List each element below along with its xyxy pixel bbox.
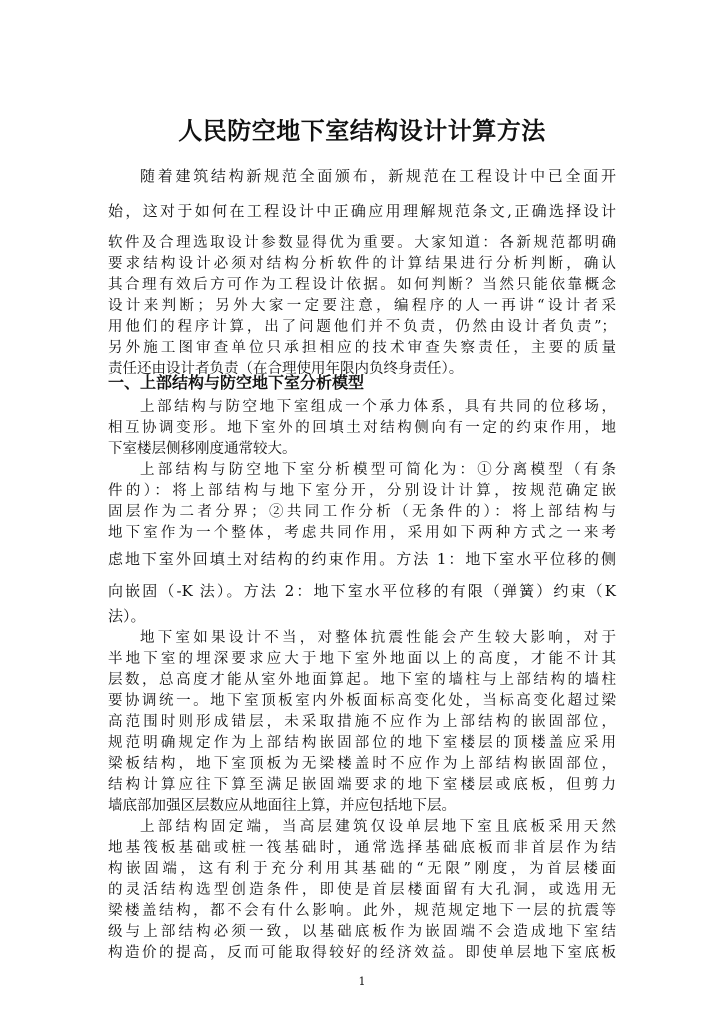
- paragraph-line: 上部结构与防空地下室分析模型可简化为：①分离模型（有条: [140, 462, 616, 478]
- paragraph-line: 下室楼层侧移刚度通常较大。: [108, 441, 297, 457]
- paragraph-line: 梁楼盖结构，都不会有什么影响。此外，规范规定地下一层的抗震等: [108, 903, 616, 919]
- paragraph-line: 上部结构固定端，当高层建筑仅设单层地下室且底板采用天然: [140, 819, 616, 835]
- paragraph-line: 始，这对于如何在工程设计中正确应用理解规范条文,正确选择设计: [108, 202, 616, 220]
- paragraph-line: 半地下室的埋深要求应大于地下室外地面以上的高度，才能不计其: [108, 651, 616, 667]
- paragraph-line: 相互协调变形。地下室外的回填土对结构侧向有一定的约束作用，地: [108, 420, 616, 436]
- paragraph-line: 层数，总高度才能从室外地面算起。地下室的墙柱与上部结构的墙柱: [108, 672, 616, 688]
- paragraph-line: 用他们的程序计算，出了问题他们并不负责，仍然由设计者负责”；: [108, 319, 616, 335]
- paragraph-line: 虑地下室外回填土对结构的约束作用。方法 1：地下室水平位移的侧: [108, 550, 616, 568]
- paragraph-line: 件的）：将上部结构与地下室分开，分别设计计算，按规范确定嵌: [108, 483, 616, 499]
- paragraph-line: 固层作为二者分界；②共同工作分析（无条件的）：将上部结构与: [108, 504, 616, 520]
- paragraph-line: 要协调统一。地下室顶板室内外板面标高变化处，当标高变化超过梁: [108, 693, 616, 709]
- page-number: 1: [358, 975, 366, 988]
- paragraph-line: 软件及合理选取设计参数显得优为重要。大家知道：各新规范都明确: [108, 235, 616, 251]
- paragraph-line: 高范围时则形成错层，未采取措施不应作为上部结构的嵌固部位，: [108, 714, 616, 730]
- paragraph-line: 结构计算应往下算至满足嵌固端要求的地下室楼层或底板，但剪力: [108, 777, 616, 793]
- paragraph-line: 梁板结构，地下室顶板为无梁楼盖时不应作为上部结构嵌固部位，: [108, 756, 616, 772]
- paragraph-line: 墙底部加强区层数应从地面往上算，并应包括地下层。: [108, 798, 456, 814]
- document-title: 人民防空地下室结构设计计算方法: [178, 117, 546, 145]
- paragraph-line: 其合理有效后方可作为工程设计依据。如何判断？当然只能依靠概念: [108, 277, 616, 293]
- paragraph-line: 责任还由设计者负责（在合理使用年限内负终身责任）。: [108, 361, 464, 377]
- paragraph-line: 法）。: [108, 607, 146, 625]
- paragraph-line: 地下室如果设计不当，对整体抗震性能会产生较大影响，对于: [140, 630, 616, 646]
- paragraph-line: 规范明确规定作为上部结构嵌固部位的地下室楼层的顶楼盖应采用: [108, 735, 616, 751]
- paragraph-line: 上部结构与防空地下室组成一个承力体系，具有共同的位移场，: [140, 399, 616, 415]
- paragraph-line: 构嵌固端，这有利于充分利用其基础的“无限”刚度，为首层楼面: [108, 861, 616, 877]
- paragraph-line: 设计来判断；另外大家一定要注意，编程序的人一再讲“设计者采: [108, 298, 616, 314]
- paragraph-line: 地下室作为一个整体，考虑共同作用，采用如下两种方式之一来考: [108, 525, 616, 541]
- paragraph-line: 的灵活结构选型创造条件，即使是首层楼面留有大孔洞，或选用无: [108, 882, 616, 898]
- paragraph-line: 另外施工图审查单位只承担相应的技术审查失察责任，主要的质量: [108, 340, 616, 356]
- section-heading: 一、上部结构与防空地下室分析模型: [108, 373, 365, 392]
- paragraph-line: 要求结构设计必须对结构分析软件的计算结果进行分析判断，确认: [108, 256, 616, 272]
- paragraph-line: 地基筏板基础或桩一筏基础时，通常选择基础底板而非首层作为结: [108, 840, 616, 856]
- paragraph-line: 向嵌固（-K 法）。方法 2：地下室水平位移的有限（弹簧）约束（K: [108, 582, 616, 600]
- paragraph-line: 构造价的提高，反而可能取得较好的经济效益。即使单层地下室底板: [108, 945, 616, 961]
- paragraph-line: 级与上部结构必须一致，以基础底板作为嵌固端不会造成地下室结: [108, 924, 616, 940]
- paragraph-line: 随着建筑结构新规范全面颁布，新规范在工程设计中已全面开: [140, 167, 616, 185]
